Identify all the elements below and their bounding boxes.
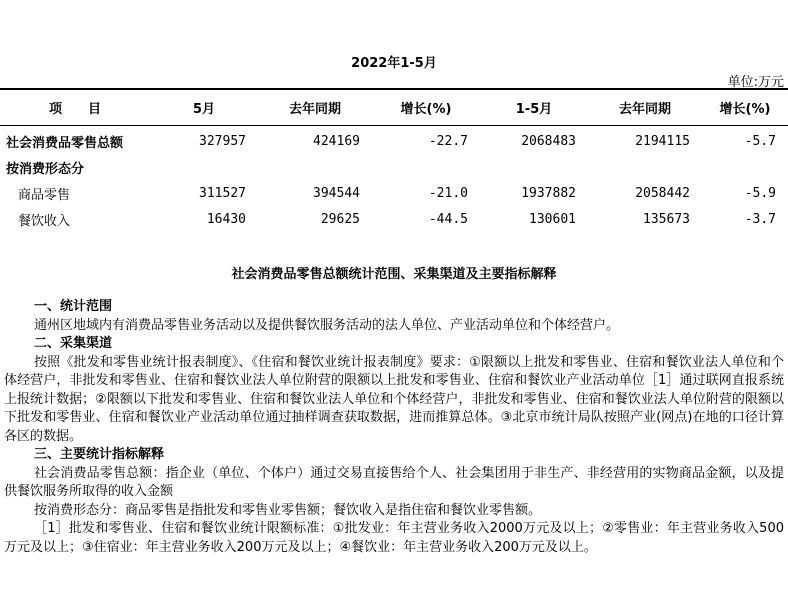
cell-value: -44.5	[428, 211, 468, 227]
header-item: 项 目	[0, 89, 150, 126]
section-text-channels: 按照《批发和零售业统计报表制度》、《住宿和餐饮业统计报表制度》要求：①限额以上批发和零售业、住宿和餐饮业法人单位和个体经营户，非批发和零售业、住宿和餐饮业法人单位附营的限额以上批发和零售业、住宿和餐饮业产业活动单位［1］通过联网直报系统上报统计数据；②限额以下批发和零售业、住宿和餐饮业法人单位和个体经营户，非批发和零售业、住宿和餐饮业法人单位附营的限额以下批发和零售业、住宿和餐饮业产业活动单位通过抽样调查获取数据，进而推算总体。③北京市统计局队按照产业(网点)在地的口径计算各区的数据。	[4, 354, 784, 444]
cell-value	[150, 154, 258, 180]
header-ytd: 1-5月	[480, 89, 588, 126]
row-label: 社会消费品零售总额	[6, 135, 124, 151]
cell-value: 130601	[529, 211, 576, 227]
section-heading-scope: 一、统计范围	[34, 299, 113, 314]
section-heading-definitions: 三、主要统计指标解释	[34, 447, 165, 462]
header-month-last-year: 去年同期	[258, 89, 372, 126]
section-heading-channels: 二、采集渠道	[34, 336, 113, 351]
table-row	[0, 180, 788, 206]
notes-title: 社会消费品零售总额统计范围、采集渠道及主要指标解释	[231, 267, 557, 282]
header-month-growth: 增长(%)	[372, 89, 480, 126]
cell-value	[258, 154, 372, 180]
unit-label: 单位:万元	[727, 75, 784, 90]
table-row	[0, 126, 788, 155]
cell-value: 1937882	[521, 185, 576, 201]
cell-value: 327957	[199, 133, 246, 149]
cell-value	[588, 154, 702, 180]
cell-value: -22.7	[428, 133, 468, 149]
cell-value	[480, 154, 588, 180]
cell-value: 135673	[643, 211, 690, 227]
cell-value: 2068483	[521, 133, 576, 149]
section-text-scope: 通州区地域内有消费品零售业务活动以及提供餐饮服务活动的法人单位、产业活动单位和个体经营户。	[34, 317, 620, 333]
report-period: 2022年1-5月	[351, 56, 437, 71]
table-row	[0, 154, 788, 180]
notes-section	[4, 298, 784, 557]
table-header-row	[0, 89, 788, 126]
cell-value: 394544	[313, 185, 360, 201]
definition-consumption-form: 按消费形态分：商品零售是指批发和零售业零售额；餐饮收入是指住宿和餐饮业零售额。	[34, 502, 542, 518]
table-row	[0, 206, 788, 232]
cell-value: 424169	[313, 133, 360, 149]
row-label: 商品零售	[18, 187, 71, 203]
row-label: 按消费形态分	[6, 161, 85, 177]
header-ytd-last-year: 去年同期	[588, 89, 702, 126]
footnote-threshold: ［1］批发和零售业、住宿和餐饮业统计限额标准：①批发业：年主营业务收入2000万元及以上；②零售业：年主营业务收入500万元及以上；③住宿业：年主营业务收入200万元及以上；④餐饮业：年主营业务收入200万元及以上。	[4, 521, 784, 555]
definition-retail-total: 社会消费品零售总额：指企业（单位、个体户）通过交易直接售给个人、社会集团用于非生产、非经营用的实物商品金额，以及提供餐饮服务所取得的收入金额	[4, 465, 784, 499]
cell-value: -5.9	[744, 185, 776, 201]
cell-value: -3.7	[744, 211, 776, 227]
cell-value: -5.7	[744, 133, 776, 149]
cell-value: 16430	[206, 211, 246, 227]
row-label: 餐饮收入	[18, 213, 71, 229]
cell-value: 311527	[199, 185, 246, 201]
cell-value: -21.0	[428, 185, 468, 201]
cell-value: 29625	[320, 211, 360, 227]
header-month: 5月	[150, 89, 258, 126]
cell-value	[372, 154, 480, 180]
header-ytd-growth: 增长(%)	[702, 89, 788, 126]
retail-sales-table	[0, 88, 788, 232]
cell-value: 2058442	[635, 185, 690, 201]
cell-value: 2194115	[635, 133, 690, 149]
cell-value	[702, 154, 788, 180]
